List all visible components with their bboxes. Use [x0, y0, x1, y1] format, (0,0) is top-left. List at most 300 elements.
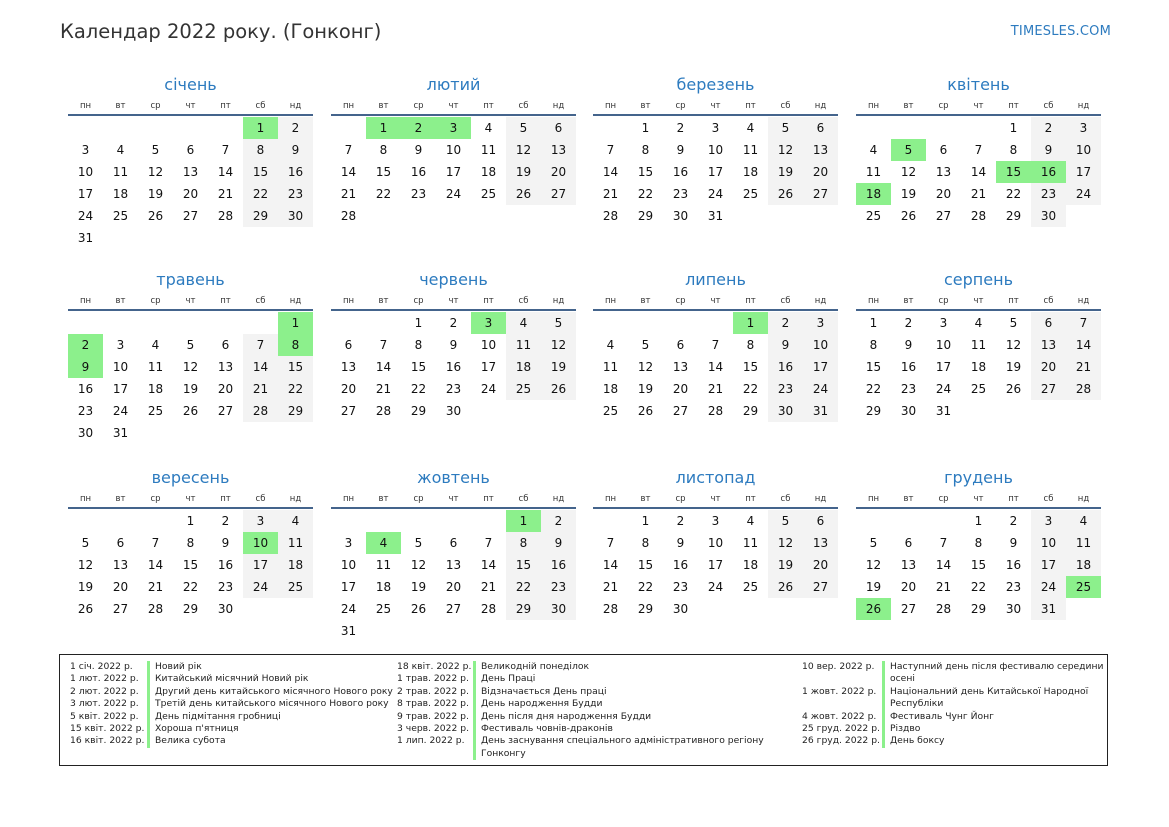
day-cell: 9 — [904, 338, 913, 352]
weekday-label: пт — [483, 101, 494, 111]
day-cell: 11 — [742, 536, 759, 550]
holiday-name: Фестиваль човнів-драконів — [473, 723, 613, 735]
month-3 — [593, 72, 838, 227]
day-cell: 24 — [1031, 576, 1066, 598]
weekday-label: вт — [115, 101, 126, 111]
day-cell: 12 — [541, 334, 576, 356]
day-cell: 29 — [243, 205, 278, 227]
weekday-label: сб — [518, 101, 529, 111]
day-cell: 6 — [1031, 312, 1066, 334]
day-cell: 20 — [541, 161, 576, 183]
weekday-header — [856, 491, 1101, 509]
day-cell: 21 — [602, 187, 619, 201]
empty-cell — [366, 312, 401, 334]
day-cell: 24 — [803, 378, 838, 400]
day-cell: 12 — [768, 139, 803, 161]
weekday-label: сб — [780, 494, 791, 504]
day-cell: 26 — [541, 378, 576, 400]
day-cell: 14 — [935, 558, 952, 572]
weekday-header — [593, 293, 838, 311]
day-cell: 31 — [935, 404, 952, 418]
day-cell: 23 — [1005, 580, 1022, 594]
empty-cell — [173, 312, 208, 334]
holiday-day: 10 — [243, 532, 278, 554]
weekday-label: пт — [1008, 101, 1019, 111]
weekday-label: чт — [185, 101, 196, 111]
day-cell: 9 — [676, 143, 685, 157]
legend-item — [397, 723, 781, 735]
weekday-label: пт — [220, 296, 231, 306]
day-cell: 3 — [81, 143, 90, 157]
day-cell: 11 — [865, 165, 882, 179]
month-name: березень — [676, 75, 755, 94]
day-grid — [68, 510, 313, 620]
day-cell: 27 — [900, 602, 917, 616]
day-cell: 20 — [182, 187, 199, 201]
holiday-date: 1 січ. 2022 р. — [70, 661, 133, 672]
month-4 — [856, 72, 1101, 227]
day-cell: 28 — [340, 209, 357, 223]
day-cell: 17 — [1066, 161, 1101, 183]
day-cell: 19 — [900, 187, 917, 201]
weekday-label: пт — [1008, 296, 1019, 306]
weekday-label: сб — [780, 296, 791, 306]
day-cell: 14 — [602, 165, 619, 179]
day-cell: 2 — [676, 121, 685, 135]
day-cell: 8 — [414, 338, 423, 352]
empty-cell — [961, 117, 996, 139]
weekday-label: чт — [448, 296, 459, 306]
holiday-name: Фестиваль Чунг Йонг — [882, 711, 994, 723]
day-cell: 14 — [375, 360, 392, 374]
day-cell: 3 — [243, 510, 278, 532]
day-cell: 29 — [970, 602, 987, 616]
weekday-label: пт — [220, 101, 231, 111]
day-cell: 6 — [221, 338, 230, 352]
day-cell: 17 — [480, 360, 497, 374]
empty-cell — [103, 510, 138, 532]
day-cell: 15 — [865, 360, 882, 374]
day-cell: 11 — [375, 558, 392, 572]
day-cell: 8 — [746, 338, 755, 352]
day-cell: 24 — [1066, 183, 1101, 205]
day-cell: 31 — [1031, 598, 1066, 620]
day-cell: 19 — [637, 382, 654, 396]
empty-cell — [698, 312, 733, 334]
day-cell: 19 — [541, 356, 576, 378]
day-cell: 10 — [445, 143, 462, 157]
empty-cell — [138, 510, 173, 532]
day-cell: 17 — [243, 554, 278, 576]
day-cell: 4 — [1066, 510, 1101, 532]
day-cell: 29 — [742, 404, 759, 418]
day-cell: 14 — [1066, 334, 1101, 356]
day-cell: 4 — [506, 312, 541, 334]
site-logo-link[interactable]: TIMESLES.COM — [1010, 24, 1111, 39]
day-cell: 28 — [480, 602, 497, 616]
legend-item — [397, 698, 781, 710]
day-cell: 25 — [970, 382, 987, 396]
day-cell: 15 — [410, 360, 427, 374]
day-cell: 26 — [637, 404, 654, 418]
weekday-label: пт — [483, 494, 494, 504]
day-cell: 27 — [935, 209, 952, 223]
day-cell: 28 — [707, 404, 724, 418]
holiday-date: 2 лют. 2022 р. — [70, 685, 139, 697]
holiday-date: 1 жовт. 2022 р. — [802, 685, 877, 697]
holiday-name: Наступний день після фестивалю середини осені — [882, 661, 1105, 686]
empty-cell — [173, 117, 208, 139]
empty-cell — [103, 117, 138, 139]
holiday-name: День Праці — [473, 673, 535, 685]
day-cell: 13 — [340, 360, 357, 374]
day-cell: 25 — [278, 576, 313, 598]
weekday-header — [68, 98, 313, 116]
day-cell: 15 — [742, 360, 759, 374]
day-cell: 13 — [1031, 334, 1066, 356]
month-8 — [856, 267, 1101, 422]
day-cell: 15 — [375, 165, 392, 179]
day-cell: 16 — [217, 558, 234, 572]
month-6 — [331, 267, 576, 422]
legend-item — [70, 661, 393, 673]
weekday-label: пт — [745, 494, 756, 504]
day-cell: 27 — [182, 209, 199, 223]
holiday-date: 25 груд. 2022 р. — [802, 723, 880, 735]
day-cell: 29 — [865, 404, 882, 418]
weekday-header — [856, 293, 1101, 311]
legend-column — [802, 661, 1105, 748]
day-cell: 31 — [112, 426, 129, 440]
day-cell: 29 — [278, 400, 313, 422]
holiday-date: 26 груд. 2022 р. — [802, 735, 880, 747]
day-cell: 4 — [606, 338, 615, 352]
month-9 — [68, 465, 313, 620]
day-cell: 16 — [768, 356, 803, 378]
day-cell: 25 — [480, 187, 497, 201]
day-cell: 21 — [935, 580, 952, 594]
holiday-name: День заснування спеціального адміністративного регіону Гонконгу — [473, 735, 781, 760]
day-grid — [68, 312, 313, 444]
weekday-label: нд — [552, 494, 565, 504]
day-cell: 6 — [904, 536, 913, 550]
legend-item — [70, 686, 393, 698]
day-cell: 22 — [865, 382, 882, 396]
empty-cell — [331, 510, 366, 532]
holiday-day: 1 — [733, 312, 768, 334]
day-cell: 25 — [865, 209, 882, 223]
holiday-day: 18 — [856, 183, 891, 205]
empty-cell — [138, 312, 173, 334]
day-cell: 25 — [112, 209, 129, 223]
day-cell: 17 — [112, 382, 129, 396]
day-cell: 11 — [147, 360, 164, 374]
day-cell: 19 — [77, 580, 94, 594]
day-cell: 24 — [112, 404, 129, 418]
holiday-name: Національний день Китайської Народної Республіки — [882, 686, 1105, 711]
weekday-label: пт — [1008, 494, 1019, 504]
day-cell: 20 — [1031, 356, 1066, 378]
day-cell: 17 — [707, 165, 724, 179]
day-cell: 27 — [1031, 378, 1066, 400]
weekday-label: сб — [255, 101, 266, 111]
day-cell: 12 — [410, 558, 427, 572]
weekday-label: нд — [289, 101, 302, 111]
day-cell: 24 — [243, 576, 278, 598]
weekday-label: нд — [552, 101, 565, 111]
empty-cell — [593, 117, 628, 139]
day-cell: 13 — [900, 558, 917, 572]
day-grid — [593, 312, 838, 422]
month-name: вересень — [151, 468, 230, 487]
weekday-header — [331, 293, 576, 311]
day-cell: 17 — [707, 558, 724, 572]
weekday-label: вт — [115, 494, 126, 504]
weekday-label: вт — [640, 296, 651, 306]
day-grid — [331, 312, 576, 422]
legend-item — [397, 711, 781, 723]
holiday-date: 3 лют. 2022 р. — [70, 698, 139, 710]
legend-item — [397, 661, 781, 673]
day-cell: 4 — [116, 143, 125, 157]
day-cell: 18 — [480, 165, 497, 179]
legend-item — [802, 735, 1105, 747]
day-cell: 4 — [974, 316, 983, 330]
day-cell: 22 — [375, 187, 392, 201]
month-10 — [331, 465, 576, 642]
day-cell: 27 — [803, 183, 838, 205]
legend-item — [70, 698, 393, 710]
month-name: липень — [685, 270, 746, 289]
day-cell: 20 — [900, 580, 917, 594]
weekday-label: пн — [604, 296, 617, 306]
weekday-label: пт — [745, 101, 756, 111]
day-cell: 8 — [869, 338, 878, 352]
day-cell: 12 — [182, 360, 199, 374]
day-cell: 24 — [480, 382, 497, 396]
month-name: квітень — [947, 75, 1010, 94]
day-cell: 11 — [480, 143, 497, 157]
day-cell: 19 — [410, 580, 427, 594]
day-cell: 8 — [974, 536, 983, 550]
day-cell: 22 — [506, 576, 541, 598]
day-cell: 31 — [803, 400, 838, 422]
day-cell: 8 — [641, 143, 650, 157]
day-cell: 15 — [637, 165, 654, 179]
day-cell: 2 — [904, 316, 913, 330]
day-cell: 1 — [641, 121, 650, 135]
day-cell: 1 — [1009, 121, 1018, 135]
legend-item — [802, 661, 1105, 686]
weekday-label: пн — [342, 296, 355, 306]
day-cell: 15 — [278, 356, 313, 378]
day-cell: 6 — [803, 117, 838, 139]
day-cell: 12 — [865, 558, 882, 572]
day-cell: 12 — [77, 558, 94, 572]
weekday-label: нд — [1077, 296, 1090, 306]
day-cell: 23 — [672, 580, 689, 594]
day-cell: 7 — [151, 536, 160, 550]
holiday-name: Велика субота — [147, 735, 226, 747]
day-cell: 22 — [243, 183, 278, 205]
day-cell: 9 — [541, 532, 576, 554]
day-cell: 30 — [672, 602, 689, 616]
weekday-label: нд — [1077, 101, 1090, 111]
empty-cell — [856, 117, 891, 139]
weekday-label: ср — [413, 101, 424, 111]
day-cell: 11 — [602, 360, 619, 374]
month-name: листопад — [675, 468, 756, 487]
day-cell: 30 — [1031, 205, 1066, 227]
day-cell: 19 — [865, 580, 882, 594]
weekday-label: чт — [973, 101, 984, 111]
empty-cell — [138, 117, 173, 139]
empty-cell — [68, 510, 103, 532]
weekday-label: вт — [378, 101, 389, 111]
holiday-date: 18 квіт. 2022 р. — [397, 661, 472, 672]
day-cell: 14 — [707, 360, 724, 374]
day-cell: 7 — [379, 338, 388, 352]
empty-cell — [628, 312, 663, 334]
holiday-day: 2 — [401, 117, 436, 139]
holiday-day: 16 — [1031, 161, 1066, 183]
day-cell: 18 — [970, 360, 987, 374]
weekday-label: чт — [185, 296, 196, 306]
day-cell: 27 — [672, 404, 689, 418]
legend-item — [70, 711, 393, 723]
holiday-day: 9 — [68, 356, 103, 378]
day-cell: 22 — [410, 382, 427, 396]
day-grid — [593, 510, 838, 620]
day-cell: 17 — [340, 580, 357, 594]
day-cell: 27 — [803, 576, 838, 598]
day-cell: 17 — [77, 187, 94, 201]
empty-cell — [366, 510, 401, 532]
day-cell: 20 — [445, 580, 462, 594]
day-cell: 29 — [637, 209, 654, 223]
day-cell: 10 — [77, 165, 94, 179]
day-cell: 15 — [970, 558, 987, 572]
weekday-label: пт — [220, 494, 231, 504]
day-cell: 3 — [116, 338, 125, 352]
legend-item — [397, 735, 781, 760]
empty-cell — [68, 312, 103, 334]
day-cell: 18 — [112, 187, 129, 201]
day-cell: 11 — [112, 165, 129, 179]
day-cell: 28 — [217, 209, 234, 223]
weekday-label: пн — [79, 101, 92, 111]
weekday-label: нд — [289, 296, 302, 306]
day-cell: 15 — [637, 558, 654, 572]
day-cell: 7 — [344, 143, 353, 157]
weekday-label: вт — [903, 101, 914, 111]
day-cell: 20 — [803, 161, 838, 183]
day-cell: 9 — [768, 334, 803, 356]
legend-column — [70, 661, 393, 748]
day-cell: 14 — [147, 558, 164, 572]
day-cell: 21 — [243, 378, 278, 400]
day-cell: 2 — [676, 514, 685, 528]
weekday-label: ср — [150, 494, 161, 504]
legend-column — [397, 661, 781, 760]
month-name: червень — [419, 270, 488, 289]
day-cell: 26 — [77, 602, 94, 616]
day-cell: 10 — [707, 536, 724, 550]
weekday-label: сб — [518, 296, 529, 306]
day-cell: 26 — [768, 183, 803, 205]
weekday-header — [68, 293, 313, 311]
weekday-label: ср — [150, 101, 161, 111]
weekday-label: вт — [640, 101, 651, 111]
day-cell: 7 — [484, 536, 493, 550]
day-cell: 17 — [935, 360, 952, 374]
holiday-date: 5 квіт. 2022 р. — [70, 710, 139, 722]
day-cell: 19 — [768, 554, 803, 576]
holiday-day: 5 — [891, 139, 926, 161]
legend-item — [397, 673, 781, 685]
day-cell: 29 — [637, 602, 654, 616]
day-cell: 15 — [182, 558, 199, 572]
day-cell: 1 — [186, 514, 195, 528]
empty-cell — [401, 510, 436, 532]
holiday-name: Різдво — [882, 723, 920, 735]
holiday-name: Новий рік — [147, 661, 202, 673]
holiday-date: 15 квіт. 2022 р. — [70, 723, 145, 735]
holiday-date: 8 трав. 2022 р. — [397, 698, 469, 710]
weekday-label: чт — [448, 494, 459, 504]
weekday-label: нд — [1077, 494, 1090, 504]
day-cell: 4 — [484, 121, 493, 135]
day-cell: 12 — [637, 360, 654, 374]
day-cell: 27 — [541, 183, 576, 205]
weekday-label: вт — [378, 296, 389, 306]
day-cell: 14 — [243, 356, 278, 378]
weekday-label: чт — [973, 494, 984, 504]
day-cell: 7 — [243, 334, 278, 356]
weekday-label: чт — [710, 296, 721, 306]
day-cell: 24 — [707, 187, 724, 201]
day-cell: 3 — [1031, 510, 1066, 532]
day-cell: 27 — [112, 602, 129, 616]
weekday-label: пн — [79, 494, 92, 504]
day-cell: 23 — [77, 404, 94, 418]
holiday-date: 2 трав. 2022 р. — [397, 685, 469, 697]
day-cell: 23 — [672, 187, 689, 201]
weekday-label: нд — [814, 296, 827, 306]
empty-cell — [208, 312, 243, 334]
day-cell: 3 — [711, 514, 720, 528]
month-name: серпень — [944, 270, 1013, 289]
day-cell: 5 — [768, 117, 803, 139]
day-cell: 2 — [278, 117, 313, 139]
weekday-label: ср — [938, 494, 949, 504]
day-cell: 11 — [1066, 532, 1101, 554]
empty-cell — [68, 117, 103, 139]
day-cell: 6 — [344, 338, 353, 352]
page-title: Календар 2022 року. (Гонконг) — [60, 20, 382, 43]
weekday-label: ср — [675, 494, 686, 504]
day-cell: 22 — [970, 580, 987, 594]
day-cell: 20 — [803, 554, 838, 576]
day-cell: 29 — [506, 598, 541, 620]
holiday-day: 15 — [996, 161, 1031, 183]
day-cell: 16 — [672, 165, 689, 179]
day-cell: 24 — [340, 602, 357, 616]
day-cell: 15 — [243, 161, 278, 183]
day-grid — [856, 312, 1101, 422]
weekday-label: нд — [814, 101, 827, 111]
day-cell: 18 — [278, 554, 313, 576]
